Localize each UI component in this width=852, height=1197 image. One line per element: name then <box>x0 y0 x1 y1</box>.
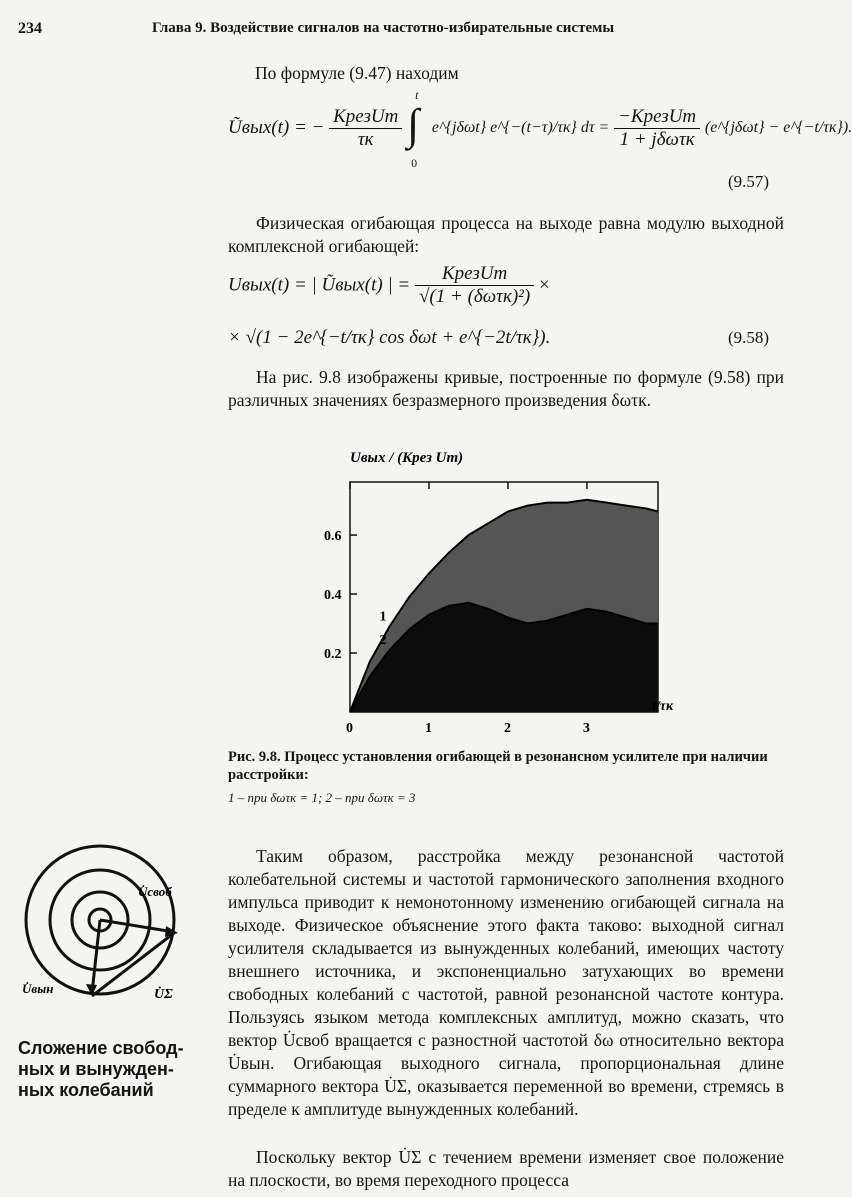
eq957-rhs <box>614 106 700 151</box>
label-sum: U̇Σ <box>154 987 173 1002</box>
page-number: 234 <box>18 20 42 37</box>
eq957-tail: (e^{jδωt} − e^{−t/τк}). <box>704 119 852 136</box>
intro-formula-text: По формуле (9.47) находим <box>255 63 459 83</box>
eq957-coef <box>329 106 402 151</box>
figure-caption: Рис. 9.8. Процесс установления огибающей в резонансном усилителе при наличии расстройки: <box>228 749 768 783</box>
y-tick-label: 0.2 <box>324 647 342 663</box>
vector-free-arrow <box>100 920 174 932</box>
equation-957-label: (9.57) <box>728 172 770 191</box>
integral-upper: t <box>415 88 419 102</box>
eq957-integrand: e^{jδωt} e^{−(t−τ)/τк} dτ = <box>431 119 610 136</box>
integral-lower: 0 <box>411 156 418 170</box>
side-figure-title: Сложение свобод- ных и вынужден- ных колебаний <box>18 1038 184 1100</box>
eq957-coef-den: τк <box>357 128 374 150</box>
x-tick-label: 0 <box>346 721 353 736</box>
equation-958-label: (9.58) <box>728 328 770 347</box>
last-paragraph: Поскольку вектор U̇Σ с течением времени изменяет свое положение на плоскости, во время переходного процесса <box>228 1147 784 1190</box>
eq958-times: × <box>538 274 550 296</box>
eq957-coef-num: KрезUm <box>329 106 402 129</box>
equation-958-line1 <box>228 263 788 308</box>
main-paragraph: Таким образом, расстройка между резонансной частотой колебательной системы и частотой гармонического заполнения входного импульса приводит к немонотонному изменению огибающей сигнала на выходе. Физическое объяснение этого факта таково: выходной сигнал усилителя складывается из вынужденных колебаний, имеющих частоту внешнего источника, и экспоненциально затухающих во времени свободных колебаний с частотой, равной резонансной частоте контура. Пользуясь языком метода комплексных амплитуд, можно сказать, что вектор U̇своб вращается с разностной частотой δω относительно вектора U̇вын. Огибающая выходного сигнала, пропорциональная длине суммарного вектора U̇Σ, оказывается переменной во времени, стремясь в пределе к амплитуде вынужденных колебаний. <box>228 846 784 1119</box>
figure-caption-key: 1 – при δωτк = 1; 2 – при δωτк = 3 <box>228 790 416 805</box>
curve-1-label: 1 <box>379 609 387 625</box>
label-free: U̇своб <box>138 884 172 899</box>
chart-x-label: t/τк <box>652 699 674 714</box>
vector-addition-figure <box>22 838 202 1023</box>
equation-957 <box>228 88 852 170</box>
eq957-rhs-num: −KрезUm <box>614 106 700 129</box>
running-head: Глава 9. Воздействие сигналов на частотно-избирательные системы <box>152 20 615 36</box>
eq958-den: √(1 + (δωτк)²) <box>419 286 531 307</box>
eq957-lhs: Ũвых(t) = − <box>228 117 325 138</box>
eq958-lhs: Uвых(t) = | Ũвых(t) | = <box>228 274 411 296</box>
x-tick-label: 2 <box>503 721 511 736</box>
eq958-num: KрезUm <box>415 263 534 286</box>
eq957-rhs-den: 1 + jδωτк <box>619 128 695 150</box>
figure-reference-paragraph: На рис. 9.8 изображены кривые, построенные по формуле (9.58) при различных значениях безразмерного произведения δωτк. <box>228 367 784 410</box>
equation-958-line2: × √(1 − 2e^{−t/τк} cos δωt + e^{−2t/τк}). <box>228 327 551 348</box>
x-tick-label: 3 <box>582 721 590 736</box>
eq958-fraction <box>415 263 534 308</box>
integral-sign: t ∫ 0 <box>407 88 420 170</box>
y-tick-label: 0.4 <box>324 588 342 604</box>
envelope-paragraph: Физическая огибающая процесса на выходе равна модулю выходной комплексной огибающей: <box>228 213 784 256</box>
chart-y-label: Uвых / (Kрез Um) <box>350 450 464 466</box>
x-tick-label: 1 <box>424 721 432 736</box>
y-tick-label: 0.6 <box>324 529 342 545</box>
curve-2-label: 2 <box>379 633 387 649</box>
figure-9-8-chart <box>320 438 700 736</box>
label-forced: U̇вын <box>22 981 54 996</box>
